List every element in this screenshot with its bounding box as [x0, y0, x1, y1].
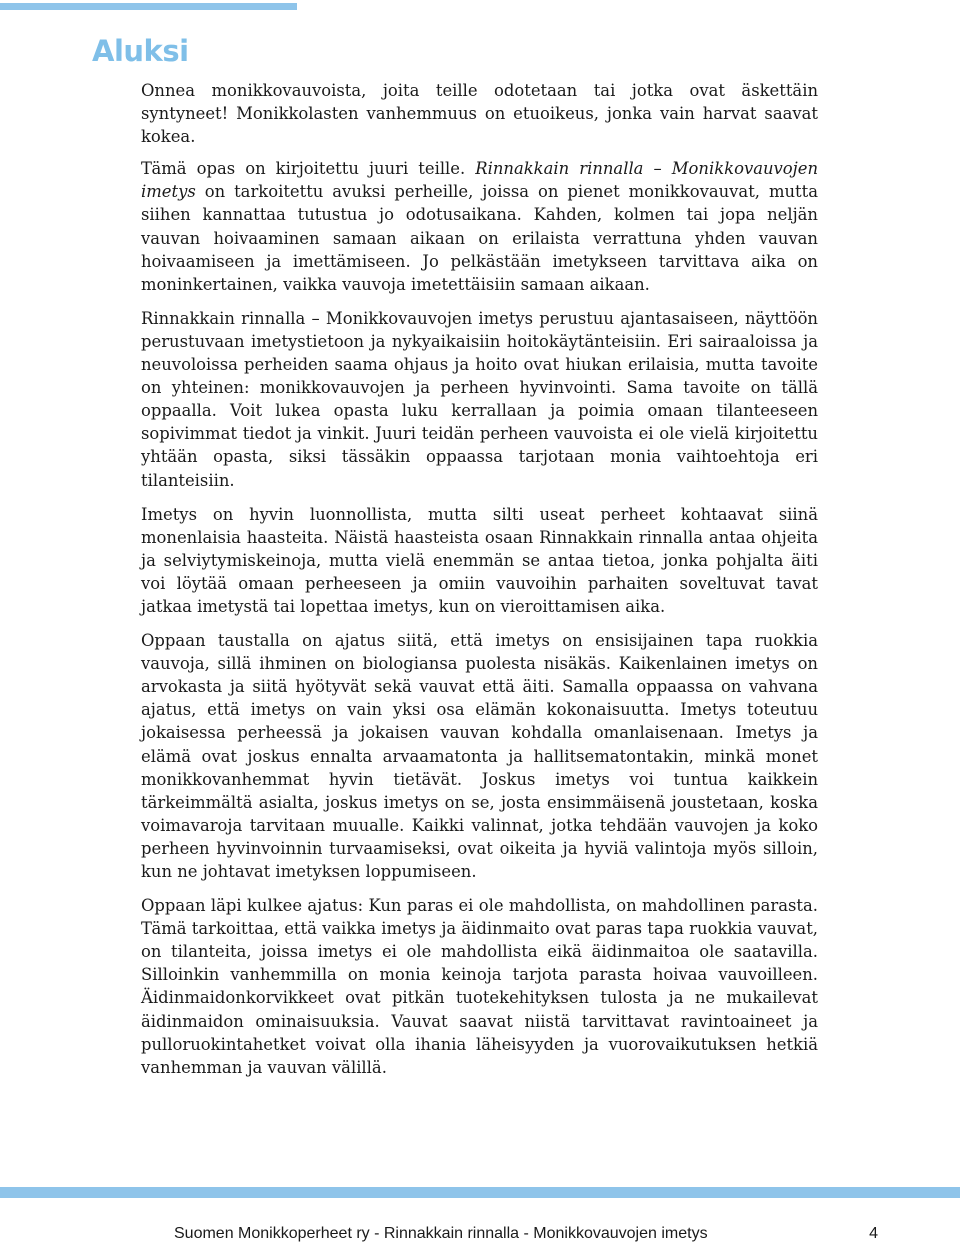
- paragraph-best-possible: Oppaan läpi kulkee ajatus: Kun paras ei ole mahdollista, on mahdollinen parasta. Tämä tarkoittaa, että vaikka imetys ja äidinmaito ovat paras tapa ruokkia vauvat, on tilanteita, joissa imetys ei ole mahdollista eikä äidinmaitoa ole saatavilla. Silloinkin vanhemmilla on monia keinoja tarjota parasta hoivaa vauvoilleen. Äidinmaidonkorvikkeet ovat pitkän tuotekehityksen tulosta ja ne mukailevat äidinmaidon ominaisuuksia. Vauvat saavat niistä tarvittavat ravintoaineet ja pulloruokintahetket voivat olla ihania läheisyyden ja vuorovaikutuksen hetkiä vanhemman ja vauvan välillä.: [141, 896, 818, 1077]
- paragraph-guide-purpose: [141, 157, 818, 296]
- paragraph-background: Oppaan taustalla on ajatus siitä, että imetys on ensisijainen tapa ruokkia vauvoja, sillä ihminen on biologiansa puolesta nisäkäs. Kaikenlainen imetys on arvokasta ja siitä hyötyvät sekä vauvat että äiti. Samalla oppaassa on vahvana ajatus, että imetys on vain yksi osa elämän kokonaisuutta. Imetys toteutuu jokaisessa perheessä ja jokaisen vauvan kohdalla omanlaisenaan. Imetys ja elämä ovat joskus ennalta arvaamatonta ja hallitsematontakin, minkä monet monikkovanhemmat hyvin tietävät. Joskus imetys voi tuntua kaikkein tärkeimmältä asialta, joskus imetys on se, josta ensimmäisenä joustetaan, koska voimavaroja tarvitaan muualle. Kaikki valinnat, jotka tehdään vauvojen ja koko perheen hyvinvoinnin turvaamiseksi, ovat oikeita ja hyviä valintoja myös silloin, kun ne johtavat imetyksen loppumiseen.: [141, 631, 818, 881]
- paragraph-evidence-based: Rinnakkain rinnalla – Monikkovauvojen imetys perustuu ajantasaiseen, näyttöön perustuvaan imetystietoon ja nykyaikaisiin hoitokäytänteisiin. Eri sairaaloissa ja neuvoloissa perheiden saama ohjaus ja hoito ovat hiukan erilaisia, mutta tavoite on yhteinen: monikkovauvojen ja perheen hyvinvointi. Sama tavoite on tällä oppaalla. Voit lukea opasta luku kerrallaan ja poimia omaan tilanteeseen sopivimmat tiedot ja vinkit. Juuri teidän perheen vauvoista ei ole vielä kirjoitettu yhtään opasta, siksi tässäkin oppaassa tarjotaan monia vaihtoehtoja eri tilanteisiin.: [141, 308, 818, 490]
- page-title: Aluksi: [92, 34, 189, 68]
- paragraph-intro: Onnea monikkovauvoista, joita teille odotetaan tai jotka ovat äskettäin syntyneet! Monikkolasten vanhemmuus on etuoikeus, jonka vain harvat saavat kokea.: [141, 81, 818, 147]
- paragraph-rest: on tarkoitettu avuksi perheille, joissa on pienet monikkovauvat, mutta siihen kannattaa tutustua jo odotusaikana. Kahden, kolmen tai jopa neljän vauvan hoivaaminen samaan aikaan on erilaista verrattuna yhden vauvan hoivaamiseen ja imettämiseen. Jo pelkästään imetykseen tarvittava aika on moninkertainen, vaikka vauvoja imetettäisiin samaan aikaan.: [141, 182, 818, 294]
- top-accent-bar: [0, 3, 297, 10]
- body-text: [141, 79, 818, 1090]
- footer-text: Suomen Monikkoperheet ry - Rinnakkain rinnalla - Monikkovauvojen imetys: [174, 1225, 708, 1242]
- bottom-accent-bar: [0, 1187, 960, 1198]
- page-footer: [174, 1225, 878, 1243]
- guide-title-italic: Rinnakkain rinnalla – Monikkovauvojen imetys: [141, 159, 819, 202]
- paragraph-lead: Tämä opas on kirjoitettu juuri teille.: [141, 159, 476, 179]
- page-number: 4: [869, 1225, 878, 1242]
- paragraph-challenges: Imetys on hyvin luonnollista, mutta silti useat perheet kohtaavat siinä monenlaisia haasteita. Näistä haasteista osaan Rinnakkain rinnalla antaa ohjeita ja selviytymiskeinoja, mutta vielä enemmän se antaa tietoa, jonka pohjalta äiti voi löytää omaan perheeseen ja omiin vauvoihin parhaiten soveltuvat tavat jatkaa imetystä tai lopettaa imetys, kun on vieroittamisen aika.: [141, 504, 818, 616]
